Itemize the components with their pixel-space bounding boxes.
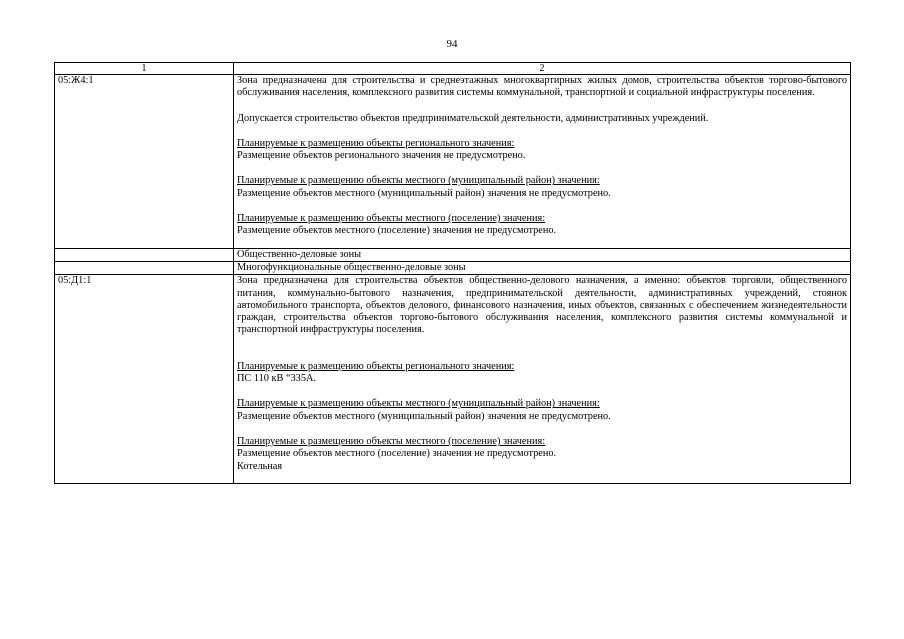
table-row-subsection <box>55 261 851 274</box>
municipal-heading: Планируемые к размещению объекты местного (муниципальный район) значения: <box>237 175 600 187</box>
section-title: Общественно-деловые зоны <box>234 248 851 261</box>
zones-table <box>54 62 851 484</box>
local-extra: Котельная <box>237 460 283 472</box>
zone-code: 05:Ж4:1 <box>58 75 94 86</box>
zone-allowed: Допускается строительство объектов предпринимательской деятельности, административных учреждений. <box>237 112 709 124</box>
table-row-zone-d1 <box>55 275 851 484</box>
header-col-1: 1 <box>55 63 234 75</box>
zone-description-cell <box>234 275 851 484</box>
regional-heading: Планируемые к размещению объекты регионального значения: <box>237 137 515 149</box>
empty-cell <box>55 248 234 261</box>
regional-heading: Планируемые к размещению объекты регионального значения: <box>237 360 515 372</box>
zone-purpose: Зона предназначена для строительства и среднеэтажных многоквартирных жилых домов, строительства объектов торгово-бытового обслуживания населения, комплексного развития системы коммунальной, транспортной и социальной инфраструктуры поселения. <box>237 75 847 99</box>
municipal-text: Размещение объектов местного (муниципальный район) значения не предусмотрено. <box>237 410 611 422</box>
municipal-heading: Планируемые к размещению объекты местного (муниципальный район) значения: <box>237 398 600 410</box>
regional-text: ПС 110 кВ “335А. <box>237 373 316 385</box>
subsection-title: Многофункциональные общественно-деловые зоны <box>234 261 851 274</box>
header-row <box>55 63 851 75</box>
page-number: 94 <box>446 38 458 50</box>
zone-purpose: Зона предназначена для строительства объектов общественно-делового назначения, а именно: объектов торговли, общественного питания, коммунально-бытового назначения, предпринимательской деятельности, административных учреждений, стоянок автомобильного транспорта, объектов делового, финансового назначения, иных объектов, связанных с обеспечением жизнедеятельности граждан, строительства объектов торгово-бытового обслуживания населения, комплексного развития системы коммунальной и транспортной инфраструктуры поселения. <box>237 275 847 336</box>
local-text: Размещение объектов местного (поселение) значения не предусмотрено. <box>237 448 557 460</box>
local-text: Размещение объектов местного (поселение) значения не предусмотрено. <box>237 225 557 237</box>
municipal-text: Размещение объектов местного (муниципальный район) значения не предусмотрено. <box>237 187 611 199</box>
local-heading: Планируемые к размещению объекты местного (поселение) значения: <box>237 213 546 225</box>
zone-code-cell <box>55 75 234 249</box>
zone-description-cell <box>234 75 851 249</box>
regional-text: Размещение объектов регионального значения не предусмотрено. <box>237 150 526 162</box>
header-col-2: 2 <box>234 63 851 75</box>
zone-code-cell <box>55 275 234 484</box>
table-row-zone-zh4 <box>55 75 851 249</box>
zone-code: 05:Д1:1 <box>58 275 92 287</box>
empty-cell <box>55 261 234 274</box>
table-row-section <box>55 248 851 261</box>
local-heading: Планируемые к размещению объекты местного (поселение) значения: <box>237 435 546 447</box>
